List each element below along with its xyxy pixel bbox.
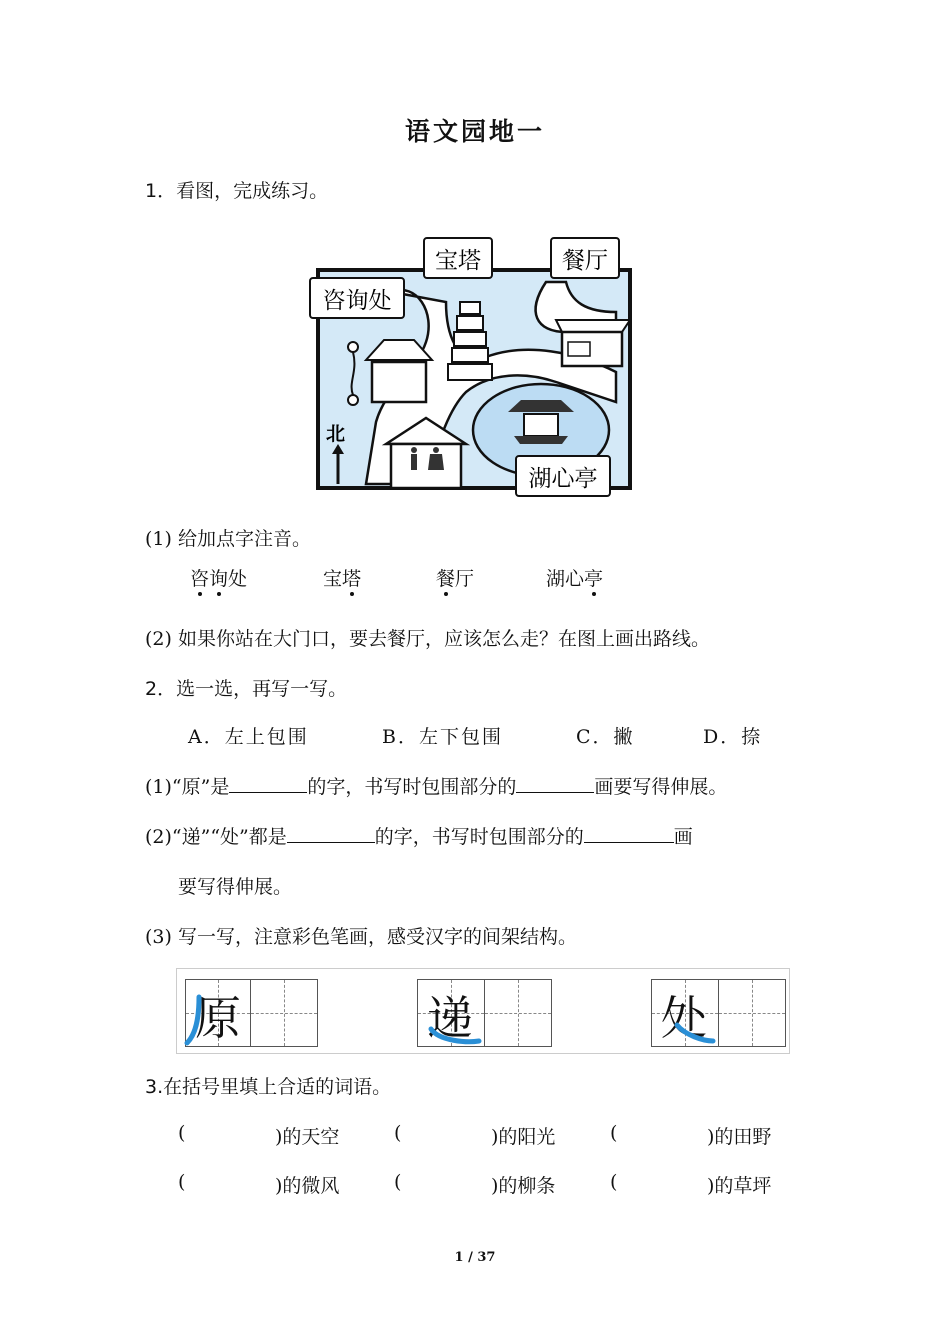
option-a: A．左上包围 bbox=[188, 726, 309, 748]
label-pagoda bbox=[424, 238, 492, 278]
phrase: )的天空 bbox=[275, 1126, 340, 1148]
info-desk-icon bbox=[366, 340, 432, 402]
paren-open: ( bbox=[178, 1171, 186, 1193]
svg-text:餐厅: 餐厅 bbox=[562, 248, 608, 274]
q1-sub2: (2) 如果你站在大门口，要去餐厅，应该怎么走？在图上画出路线。 bbox=[145, 628, 710, 650]
answer-blank[interactable] bbox=[287, 824, 375, 843]
phrase: )的柳条 bbox=[491, 1175, 556, 1197]
word-item: 餐厅 bbox=[436, 564, 474, 591]
q2-sub3: (3) 写一写，注意彩色笔画，感受汉字的间架结构。 bbox=[145, 926, 577, 948]
q2-sub2: (2)“递”“处”都是 的字，书写时包围部分的 画 bbox=[145, 826, 693, 848]
page-title: 语文园地一 bbox=[404, 117, 545, 146]
restaurant-icon bbox=[556, 320, 630, 366]
phrase: )的微风 bbox=[275, 1175, 340, 1197]
paren-open: ( bbox=[394, 1171, 402, 1193]
answer-blank[interactable] bbox=[584, 824, 674, 843]
q1-sub1: (1) 给加点字注音。 bbox=[145, 528, 311, 550]
phrase: )的田野 bbox=[707, 1126, 772, 1148]
paren-open: ( bbox=[610, 1122, 618, 1144]
paren-open: ( bbox=[394, 1122, 402, 1144]
park-map bbox=[296, 222, 656, 506]
label-restaurant bbox=[551, 238, 619, 278]
model-char: 原 bbox=[195, 991, 241, 1045]
q2-sub2-cont: 要写得伸展。 bbox=[178, 876, 293, 898]
phrase: )的草坪 bbox=[707, 1175, 772, 1197]
paren-open: ( bbox=[610, 1171, 618, 1193]
phrase: )的阳光 bbox=[491, 1126, 556, 1148]
model-char: 递 bbox=[427, 991, 473, 1045]
q3-heading: 3.在括号里填上合适的词语。 bbox=[145, 1076, 392, 1098]
stroke-highlights bbox=[177, 969, 789, 1053]
model-char: 处 bbox=[661, 991, 707, 1045]
option-b: B．左下包围 bbox=[382, 726, 503, 748]
q1-heading: 1．看图，完成练习。 bbox=[145, 180, 329, 202]
svg-text:咨询处: 咨询处 bbox=[322, 288, 392, 314]
paren-open: ( bbox=[178, 1122, 186, 1144]
q2-heading: 2．选一选，再写一写。 bbox=[145, 678, 348, 700]
word-item: 咨询处 bbox=[190, 564, 247, 591]
option-c: C．撇 bbox=[576, 726, 635, 748]
page-number: 1 / 37 bbox=[454, 1250, 496, 1265]
svg-text:宝塔: 宝塔 bbox=[435, 248, 481, 274]
north-label: 北 bbox=[326, 423, 346, 445]
answer-blank[interactable] bbox=[516, 774, 594, 793]
label-info-desk bbox=[310, 278, 404, 318]
word-item: 宝塔 bbox=[323, 564, 361, 591]
label-pavilion bbox=[516, 456, 610, 496]
writing-grid-panel bbox=[176, 968, 790, 1054]
word-item: 湖心亭 bbox=[546, 564, 603, 591]
answer-blank[interactable] bbox=[229, 774, 307, 793]
svg-text:湖心亭: 湖心亭 bbox=[528, 466, 598, 492]
q2-sub1: (1)“原”是 的字，书写时包围部分的 画要写得伸展。 bbox=[145, 776, 728, 798]
option-d: D．捺 bbox=[703, 726, 763, 748]
